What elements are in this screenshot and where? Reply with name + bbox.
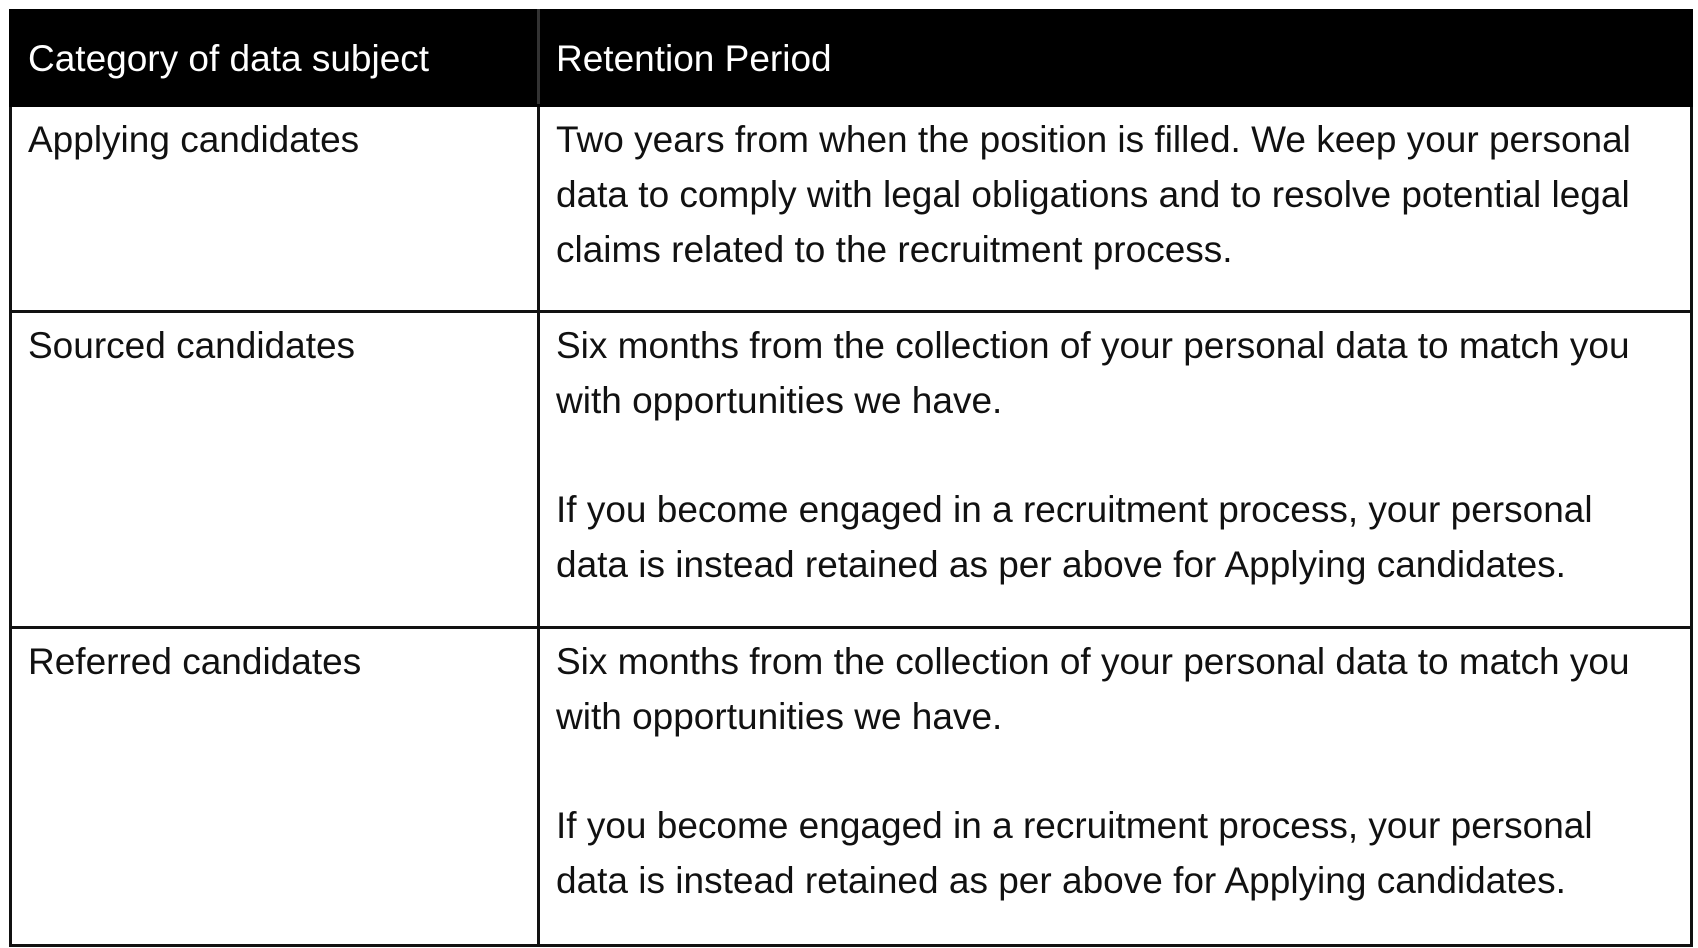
table-row-sourced-candidates <box>11 312 1692 628</box>
retention-period-table <box>9 9 1693 947</box>
retention-cell <box>539 106 1692 312</box>
header-retention-period: Retention Period <box>539 11 1692 106</box>
retention-paragraph: Two years from when the position is filled. We keep your personal data to comply with legal obligations and to resolve potential legal claims related to the recruitment process. <box>556 119 1631 270</box>
table-row-applying-candidates <box>11 106 1692 312</box>
table-body <box>11 106 1692 946</box>
header-category-of-data-subject: Category of data subject <box>11 11 539 106</box>
category-cell: Sourced candidates <box>11 312 539 628</box>
retention-paragraph: If you become engaged in a recruitment process, your personal data is instead retained as per above for Applying candidates. <box>556 489 1593 585</box>
table-row-referred-candidates <box>11 628 1692 946</box>
category-cell: Applying candidates <box>11 106 539 312</box>
retention-cell <box>539 628 1692 946</box>
retention-paragraph: If you become engaged in a recruitment process, your personal data is instead retained as per above for Applying candidates. <box>556 805 1593 901</box>
retention-cell <box>539 312 1692 628</box>
retention-paragraph: Six months from the collection of your personal data to match you with opportunities we have. <box>556 641 1630 737</box>
category-cell: Referred candidates <box>11 628 539 946</box>
retention-paragraph: Six months from the collection of your personal data to match you with opportunities we have. <box>556 325 1630 421</box>
table-header <box>11 11 1692 106</box>
retention-table-container <box>9 9 1690 947</box>
header-row <box>11 11 1692 106</box>
